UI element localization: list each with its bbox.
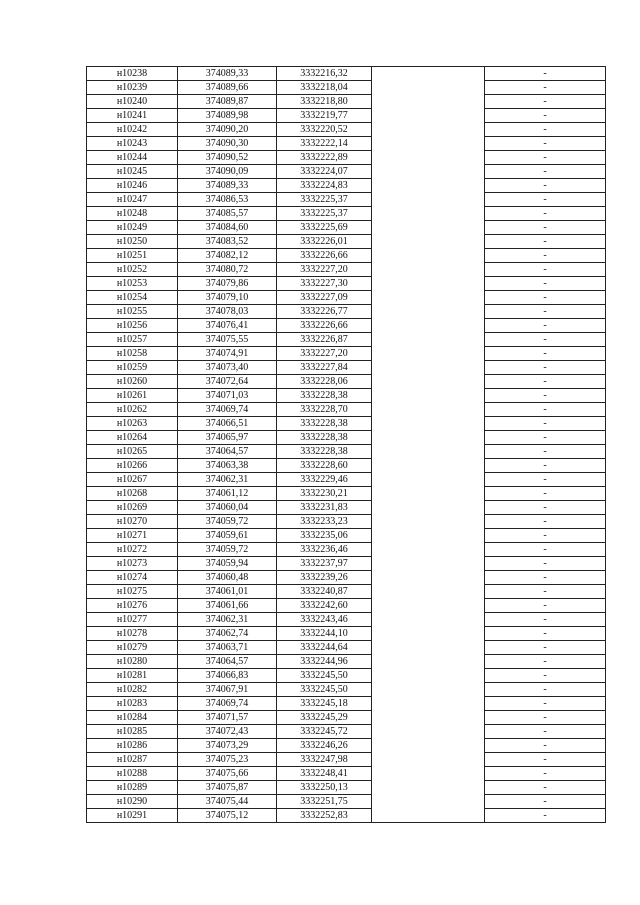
x-coordinate-cell: 374089,66 — [178, 81, 277, 95]
point-id-cell: н10288 — [87, 767, 178, 781]
x-coordinate-cell: 374072,43 — [178, 725, 277, 739]
point-id-cell: н10247 — [87, 193, 178, 207]
point-id-cell: н10258 — [87, 347, 178, 361]
x-coordinate-cell: 374060,48 — [178, 571, 277, 585]
table-row — [87, 165, 606, 179]
x-coordinate-cell: 374064,57 — [178, 445, 277, 459]
note-cell: - — [485, 767, 606, 781]
note-cell: - — [485, 249, 606, 263]
point-id-cell: н10284 — [87, 711, 178, 725]
point-id-cell: н10249 — [87, 221, 178, 235]
note-cell: - — [485, 221, 606, 235]
x-coordinate-cell: 374090,52 — [178, 151, 277, 165]
y-coordinate-cell: 3332236,46 — [277, 543, 372, 557]
table-row — [87, 333, 606, 347]
note-cell: - — [485, 781, 606, 795]
table-row — [87, 683, 606, 697]
table-row — [87, 179, 606, 193]
point-id-cell: н10254 — [87, 291, 178, 305]
note-cell: - — [485, 669, 606, 683]
y-coordinate-cell: 3332218,80 — [277, 95, 372, 109]
table-row — [87, 599, 606, 613]
point-id-cell: н10250 — [87, 235, 178, 249]
y-coordinate-cell: 3332229,46 — [277, 473, 372, 487]
point-id-cell: н10281 — [87, 669, 178, 683]
table-row — [87, 291, 606, 305]
note-cell: - — [485, 361, 606, 375]
table-row — [87, 137, 606, 151]
x-coordinate-cell: 374059,72 — [178, 515, 277, 529]
note-cell: - — [485, 585, 606, 599]
y-coordinate-cell: 3332245,50 — [277, 683, 372, 697]
x-coordinate-cell: 374066,51 — [178, 417, 277, 431]
table-row — [87, 277, 606, 291]
note-cell: - — [485, 683, 606, 697]
table-row — [87, 221, 606, 235]
x-coordinate-cell: 374062,31 — [178, 613, 277, 627]
x-coordinate-cell: 374086,53 — [178, 193, 277, 207]
y-coordinate-cell: 3332228,38 — [277, 431, 372, 445]
y-coordinate-cell: 3332226,77 — [277, 305, 372, 319]
y-coordinate-cell: 3332220,52 — [277, 123, 372, 137]
point-id-cell: н10278 — [87, 627, 178, 641]
y-coordinate-cell: 3332245,50 — [277, 669, 372, 683]
table-row — [87, 305, 606, 319]
note-cell: - — [485, 809, 606, 823]
y-coordinate-cell: 3332218,04 — [277, 81, 372, 95]
point-id-cell: н10286 — [87, 739, 178, 753]
table-row — [87, 613, 606, 627]
table-row — [87, 767, 606, 781]
table-row — [87, 361, 606, 375]
point-id-cell: н10282 — [87, 683, 178, 697]
table-row — [87, 529, 606, 543]
x-coordinate-cell: 374075,87 — [178, 781, 277, 795]
note-cell: - — [485, 501, 606, 515]
note-cell: - — [485, 165, 606, 179]
point-id-cell: н10246 — [87, 179, 178, 193]
point-id-cell: н10272 — [87, 543, 178, 557]
y-coordinate-cell: 3332233,23 — [277, 515, 372, 529]
table-row — [87, 249, 606, 263]
y-coordinate-cell: 3332244,64 — [277, 641, 372, 655]
note-cell: - — [485, 67, 606, 81]
y-coordinate-cell: 3332222,14 — [277, 137, 372, 151]
y-coordinate-cell: 3332228,70 — [277, 403, 372, 417]
point-id-cell: н10256 — [87, 319, 178, 333]
note-cell: - — [485, 333, 606, 347]
note-cell: - — [485, 137, 606, 151]
x-coordinate-cell: 374080,72 — [178, 263, 277, 277]
point-id-cell: н10285 — [87, 725, 178, 739]
note-cell: - — [485, 711, 606, 725]
y-coordinate-cell: 3332244,96 — [277, 655, 372, 669]
note-cell: - — [485, 599, 606, 613]
x-coordinate-cell: 374089,33 — [178, 67, 277, 81]
note-cell: - — [485, 305, 606, 319]
y-coordinate-cell: 3332227,20 — [277, 263, 372, 277]
table-row — [87, 151, 606, 165]
note-cell: - — [485, 473, 606, 487]
y-coordinate-cell: 3332231,83 — [277, 501, 372, 515]
note-cell: - — [485, 95, 606, 109]
x-coordinate-cell: 374075,66 — [178, 767, 277, 781]
x-coordinate-cell: 374059,94 — [178, 557, 277, 571]
x-coordinate-cell: 374059,72 — [178, 543, 277, 557]
note-cell: - — [485, 109, 606, 123]
x-coordinate-cell: 374067,91 — [178, 683, 277, 697]
x-coordinate-cell: 374084,60 — [178, 221, 277, 235]
y-coordinate-cell: 3332230,21 — [277, 487, 372, 501]
note-cell: - — [485, 291, 606, 305]
y-coordinate-cell: 3332219,77 — [277, 109, 372, 123]
x-coordinate-cell: 374082,12 — [178, 249, 277, 263]
note-cell: - — [485, 81, 606, 95]
x-coordinate-cell: 374069,74 — [178, 697, 277, 711]
point-id-cell: н10253 — [87, 277, 178, 291]
note-cell: - — [485, 403, 606, 417]
y-coordinate-cell: 3332245,72 — [277, 725, 372, 739]
y-coordinate-cell: 3332226,66 — [277, 319, 372, 333]
y-coordinate-cell: 3332228,38 — [277, 389, 372, 403]
table-row — [87, 109, 606, 123]
x-coordinate-cell: 374079,10 — [178, 291, 277, 305]
table-row — [87, 319, 606, 333]
table-row — [87, 403, 606, 417]
point-id-cell: н10279 — [87, 641, 178, 655]
point-id-cell: н10240 — [87, 95, 178, 109]
table-row — [87, 543, 606, 557]
note-cell: - — [485, 445, 606, 459]
table-row — [87, 235, 606, 249]
table-row — [87, 809, 606, 823]
x-coordinate-cell: 374069,74 — [178, 403, 277, 417]
y-coordinate-cell: 3332225,37 — [277, 207, 372, 221]
y-coordinate-cell: 3332225,69 — [277, 221, 372, 235]
note-cell: - — [485, 613, 606, 627]
y-coordinate-cell: 3332228,06 — [277, 375, 372, 389]
y-coordinate-cell: 3332242,60 — [277, 599, 372, 613]
point-id-cell: н10287 — [87, 753, 178, 767]
point-id-cell: н10257 — [87, 333, 178, 347]
x-coordinate-cell: 374062,74 — [178, 627, 277, 641]
point-id-cell: н10289 — [87, 781, 178, 795]
y-coordinate-cell: 3332237,97 — [277, 557, 372, 571]
x-coordinate-cell: 374073,29 — [178, 739, 277, 753]
y-coordinate-cell: 3332248,41 — [277, 767, 372, 781]
note-cell: - — [485, 487, 606, 501]
point-id-cell: н10251 — [87, 249, 178, 263]
table-row — [87, 725, 606, 739]
point-id-cell: н10270 — [87, 515, 178, 529]
point-id-cell: н10263 — [87, 417, 178, 431]
note-cell: - — [485, 123, 606, 137]
y-coordinate-cell: 3332228,38 — [277, 445, 372, 459]
y-coordinate-cell: 3332226,01 — [277, 235, 372, 249]
x-coordinate-cell: 374063,71 — [178, 641, 277, 655]
x-coordinate-cell: 374074,91 — [178, 347, 277, 361]
x-coordinate-cell: 374079,86 — [178, 277, 277, 291]
y-coordinate-cell: 3332227,84 — [277, 361, 372, 375]
y-coordinate-cell: 3332216,32 — [277, 67, 372, 81]
point-id-cell: н10269 — [87, 501, 178, 515]
note-cell: - — [485, 389, 606, 403]
note-cell: - — [485, 627, 606, 641]
note-cell: - — [485, 193, 606, 207]
table-row — [87, 123, 606, 137]
table-row — [87, 627, 606, 641]
point-id-cell: н10255 — [87, 305, 178, 319]
x-coordinate-cell: 374090,09 — [178, 165, 277, 179]
note-cell: - — [485, 697, 606, 711]
x-coordinate-cell: 374066,83 — [178, 669, 277, 683]
x-coordinate-cell: 374065,97 — [178, 431, 277, 445]
point-id-cell: н10266 — [87, 459, 178, 473]
y-coordinate-cell: 3332244,10 — [277, 627, 372, 641]
table-row — [87, 389, 606, 403]
x-coordinate-cell: 374075,44 — [178, 795, 277, 809]
point-id-cell: н10244 — [87, 151, 178, 165]
x-coordinate-cell: 374073,40 — [178, 361, 277, 375]
point-id-cell: н10242 — [87, 123, 178, 137]
table-row — [87, 781, 606, 795]
point-id-cell: н10241 — [87, 109, 178, 123]
table-row — [87, 193, 606, 207]
note-cell: - — [485, 515, 606, 529]
x-coordinate-cell: 374059,61 — [178, 529, 277, 543]
note-cell: - — [485, 207, 606, 221]
table-row — [87, 739, 606, 753]
y-coordinate-cell: 3332245,29 — [277, 711, 372, 725]
y-coordinate-cell: 3332227,30 — [277, 277, 372, 291]
point-id-cell: н10248 — [87, 207, 178, 221]
x-coordinate-cell: 374083,52 — [178, 235, 277, 249]
point-id-cell: н10290 — [87, 795, 178, 809]
point-id-cell: н10275 — [87, 585, 178, 599]
x-coordinate-cell: 374075,12 — [178, 809, 277, 823]
note-cell: - — [485, 641, 606, 655]
empty-merged-cell — [372, 67, 485, 823]
table-row — [87, 697, 606, 711]
table-row — [87, 669, 606, 683]
note-cell: - — [485, 263, 606, 277]
y-coordinate-cell: 3332235,06 — [277, 529, 372, 543]
table-row — [87, 711, 606, 725]
note-cell: - — [485, 529, 606, 543]
x-coordinate-cell: 374089,33 — [178, 179, 277, 193]
x-coordinate-cell: 374076,41 — [178, 319, 277, 333]
table-row — [87, 585, 606, 599]
point-id-cell: н10261 — [87, 389, 178, 403]
y-coordinate-cell: 3332224,07 — [277, 165, 372, 179]
point-id-cell: н10271 — [87, 529, 178, 543]
note-cell: - — [485, 417, 606, 431]
coordinates-table — [86, 66, 606, 823]
y-coordinate-cell: 3332222,89 — [277, 151, 372, 165]
note-cell: - — [485, 795, 606, 809]
note-cell: - — [485, 753, 606, 767]
note-cell: - — [485, 277, 606, 291]
table-row — [87, 557, 606, 571]
point-id-cell: н10267 — [87, 473, 178, 487]
table-row — [87, 207, 606, 221]
table-row — [87, 473, 606, 487]
note-cell: - — [485, 571, 606, 585]
x-coordinate-cell: 374090,30 — [178, 137, 277, 151]
x-coordinate-cell: 374062,31 — [178, 473, 277, 487]
y-coordinate-cell: 3332252,83 — [277, 809, 372, 823]
y-coordinate-cell: 3332227,20 — [277, 347, 372, 361]
point-id-cell: н10238 — [87, 67, 178, 81]
point-id-cell: н10265 — [87, 445, 178, 459]
note-cell: - — [485, 431, 606, 445]
table-row — [87, 795, 606, 809]
x-coordinate-cell: 374064,57 — [178, 655, 277, 669]
note-cell: - — [485, 739, 606, 753]
point-id-cell: н10262 — [87, 403, 178, 417]
y-coordinate-cell: 3332247,98 — [277, 753, 372, 767]
y-coordinate-cell: 3332240,87 — [277, 585, 372, 599]
point-id-cell: н10291 — [87, 809, 178, 823]
note-cell: - — [485, 179, 606, 193]
table-row — [87, 67, 606, 81]
x-coordinate-cell: 374075,23 — [178, 753, 277, 767]
note-cell: - — [485, 725, 606, 739]
y-coordinate-cell: 3332246,26 — [277, 739, 372, 753]
y-coordinate-cell: 3332243,46 — [277, 613, 372, 627]
table-row — [87, 655, 606, 669]
x-coordinate-cell: 374075,55 — [178, 333, 277, 347]
table-row — [87, 501, 606, 515]
x-coordinate-cell: 374071,57 — [178, 711, 277, 725]
table-row — [87, 375, 606, 389]
point-id-cell: н10264 — [87, 431, 178, 445]
point-id-cell: н10243 — [87, 137, 178, 151]
y-coordinate-cell: 3332224,83 — [277, 179, 372, 193]
point-id-cell: н10268 — [87, 487, 178, 501]
x-coordinate-cell: 374085,57 — [178, 207, 277, 221]
point-id-cell: н10273 — [87, 557, 178, 571]
table-row — [87, 487, 606, 501]
table-row — [87, 263, 606, 277]
note-cell: - — [485, 557, 606, 571]
table-row — [87, 753, 606, 767]
point-id-cell: н10276 — [87, 599, 178, 613]
y-coordinate-cell: 3332228,38 — [277, 417, 372, 431]
table-row — [87, 459, 606, 473]
y-coordinate-cell: 3332226,87 — [277, 333, 372, 347]
note-cell: - — [485, 319, 606, 333]
y-coordinate-cell: 3332227,09 — [277, 291, 372, 305]
table-row — [87, 417, 606, 431]
point-id-cell: н10260 — [87, 375, 178, 389]
note-cell: - — [485, 459, 606, 473]
table-row — [87, 81, 606, 95]
note-cell: - — [485, 655, 606, 669]
y-coordinate-cell: 3332250,13 — [277, 781, 372, 795]
x-coordinate-cell: 374089,98 — [178, 109, 277, 123]
x-coordinate-cell: 374089,87 — [178, 95, 277, 109]
x-coordinate-cell: 374072,64 — [178, 375, 277, 389]
note-cell: - — [485, 375, 606, 389]
x-coordinate-cell: 374060,04 — [178, 501, 277, 515]
point-id-cell: н10239 — [87, 81, 178, 95]
x-coordinate-cell: 374061,12 — [178, 487, 277, 501]
y-coordinate-cell: 3332228,60 — [277, 459, 372, 473]
x-coordinate-cell: 374061,66 — [178, 599, 277, 613]
y-coordinate-cell: 3332226,66 — [277, 249, 372, 263]
x-coordinate-cell: 374061,01 — [178, 585, 277, 599]
table-row — [87, 95, 606, 109]
table-row — [87, 445, 606, 459]
point-id-cell: н10274 — [87, 571, 178, 585]
note-cell: - — [485, 235, 606, 249]
x-coordinate-cell: 374063,38 — [178, 459, 277, 473]
note-cell: - — [485, 347, 606, 361]
point-id-cell: н10245 — [87, 165, 178, 179]
point-id-cell: н10252 — [87, 263, 178, 277]
y-coordinate-cell: 3332251,75 — [277, 795, 372, 809]
point-id-cell: н10283 — [87, 697, 178, 711]
x-coordinate-cell: 374078,03 — [178, 305, 277, 319]
x-coordinate-cell: 374071,03 — [178, 389, 277, 403]
table-row — [87, 431, 606, 445]
x-coordinate-cell: 374090,20 — [178, 123, 277, 137]
point-id-cell: н10280 — [87, 655, 178, 669]
table-row — [87, 641, 606, 655]
note-cell: - — [485, 543, 606, 557]
point-id-cell: н10259 — [87, 361, 178, 375]
y-coordinate-cell: 3332225,37 — [277, 193, 372, 207]
table-row — [87, 515, 606, 529]
table-row — [87, 571, 606, 585]
note-cell: - — [485, 151, 606, 165]
table-row — [87, 347, 606, 361]
coordinates-table-body — [87, 67, 606, 823]
point-id-cell: н10277 — [87, 613, 178, 627]
y-coordinate-cell: 3332239,26 — [277, 571, 372, 585]
y-coordinate-cell: 3332245,18 — [277, 697, 372, 711]
